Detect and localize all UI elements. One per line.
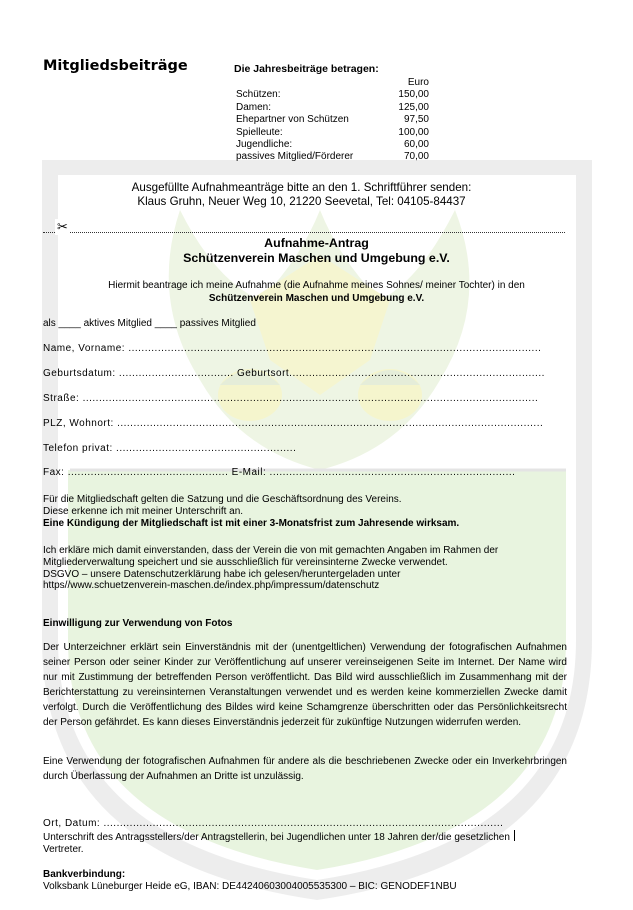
send-instructions: [60, 181, 543, 208]
signature-text: Unterschrift des Antragsstellers/der Antragstellerin, bei Jugendlichen unter 18 Jahren der/die gesetzlichen: [43, 831, 510, 843]
fees-heading: Die Jahresbeiträge betragen:: [234, 63, 379, 75]
fee-row: [236, 114, 429, 126]
privacy-line-1: Ich erkläre mich damit einverstanden, dass der Verein die von mit gemachten Angaben im Rahmen der: [43, 545, 499, 556]
fax-email-field[interactable]: Fax: ................................................. E-Mail: ...........................................................................: [43, 467, 516, 478]
fee-amount: 70,00: [403, 151, 429, 163]
fees-currency: Euro: [407, 77, 429, 88]
photo-consent-body: Der Unterzeichner erklärt sein Einverständnis mit der (unentgeltlichen) Verwendung der fotografischen Aufnahmen seiner Person oder seiner Kinder zur Veröffentlichung auf unserer vereinseigenen Seite im Internet. Der Name wird nur mit Zustimmung der betreffenden Person veröffentlicht. Das Bild wird ausschließlich im Zusammenhang mit der Berichterstattung zu vereinsinternen Veranstaltungen verwendet und es werden keine kommerziellen Zwecke damit verfolgt. Durch die Veröffentlichung des Bildes wird keine Schamgrenze überschritten oder das Persönlichkeitsrecht der Person gefährdet. Es kann dieses Einverständnis jederzeit für zukünftige Nutzungen widerrufen werden.: [43, 642, 567, 729]
photo-consent-heading: Einwilligung zur Verwendung von Fotos: [43, 618, 233, 629]
place-date-field[interactable]: Ort, Datum: ..........................................................................................................................: [43, 818, 504, 829]
fee-amount: 150,00: [398, 89, 429, 101]
fee-row: [236, 102, 429, 114]
signature-section: [43, 818, 568, 855]
terms-line-1: Für die Mitgliedschaft gelten die Satzung und die Geschäftsordnung des Vereins.: [43, 494, 402, 505]
privacy-section: [43, 545, 568, 592]
privacy-link[interactable]: https//www.schuetzenverein-maschen.de/index.php/impressum/datenschutz: [43, 580, 380, 592]
membership-type-field[interactable]: als ____ aktives Mitglied ____ passives Mitglied: [43, 318, 256, 329]
fee-row: [236, 89, 429, 101]
scissors-icon: ✂: [57, 219, 68, 234]
intro-line-2: Schützenverein Maschen und Umgebung e.V.: [208, 293, 425, 304]
fee-row: [236, 151, 429, 163]
fee-amount: 97,50: [403, 114, 429, 126]
fee-label: Ehepartner von Schützen: [236, 114, 349, 126]
fee-label: Schützen:: [236, 89, 281, 101]
fee-amount: 125,00: [398, 101, 429, 113]
club-name: Schützenverein Maschen und Umgebung e.V.: [183, 251, 450, 265]
signature-line-1: [43, 830, 568, 844]
application-heading: [40, 236, 593, 266]
text-cursor: [514, 830, 515, 841]
terms-line-2: Diese erkenne ich mit meiner Unterschrift an.: [43, 505, 244, 517]
bank-heading: Bankverbindung:: [43, 869, 126, 880]
fee-amount: 100,00: [398, 126, 429, 138]
termination-notice: Eine Kündigung der Mitgliedschaft ist mit einer 3-Monatsfrist zum Jahresende wirksam.: [43, 517, 460, 529]
bank-section: [43, 869, 568, 893]
privacy-line-3: DSGVO – unsere Datenschutzerklärung habe ich gelesen/heruntergeladen unter: [43, 568, 401, 580]
bank-details: Volksbank Lüneburger Heide eG, IBAN: DE44240603004005535300 – BIC: GENODEF1NBU: [43, 880, 457, 892]
fee-row: [236, 139, 429, 151]
application-title: Aufnahme-Antrag: [264, 236, 369, 250]
photo-consent-restriction: Eine Verwendung der fotografischen Aufnahmen für andere als die beschriebenen Zwecke oder ein Inverkehrbringen durch Überlassung der Aufnahmen an Dritte ist unzulässig.: [43, 756, 567, 783]
cut-line: [43, 224, 565, 233]
fee-label: Jugendliche:: [236, 139, 293, 151]
fee-amount: 60,00: [403, 139, 429, 151]
fees-table: [236, 77, 429, 164]
send-line-1: Ausgefüllte Aufnahmeanträge bitte an den 1. Schriftführer senden:: [131, 181, 472, 194]
page-title: Mitgliedsbeiträge: [43, 58, 188, 74]
phone-field[interactable]: Telefon privat: .......................................................: [43, 443, 297, 454]
terms-section: [43, 494, 568, 529]
name-field[interactable]: Name, Vorname: ..............................................................................................................................: [43, 343, 542, 354]
application-intro: [40, 279, 593, 305]
birth-field[interactable]: Geburtsdatum: ................................... Geburtsort..............................................................................: [43, 368, 545, 379]
intro-line-1: Hiermit beantrage ich meine Aufnahme (die Aufnahme meines Sohnes/ meiner Tochter) in den: [108, 280, 525, 291]
send-line-2: Klaus Gruhn, Neuer Weg 10, 21220 Seevetal, Tel: 04105-84437: [137, 194, 466, 208]
fee-label: Spielleute:: [236, 126, 283, 138]
privacy-line-2: Mitgliederverwaltung speichert und sie ausschließlich für vereinsinterne Zwecke verwendet.: [43, 556, 448, 568]
street-field[interactable]: Straße: ...........................................................................................................................................: [43, 393, 539, 404]
fee-label: passives Mitglied/Förderer: [236, 151, 354, 163]
signature-line-2: Vertreter.: [43, 843, 84, 855]
fee-label: Damen:: [236, 101, 272, 113]
fee-row: [236, 127, 429, 139]
city-field[interactable]: PLZ, Wohnort: ..................................................................................................................................: [43, 418, 544, 429]
